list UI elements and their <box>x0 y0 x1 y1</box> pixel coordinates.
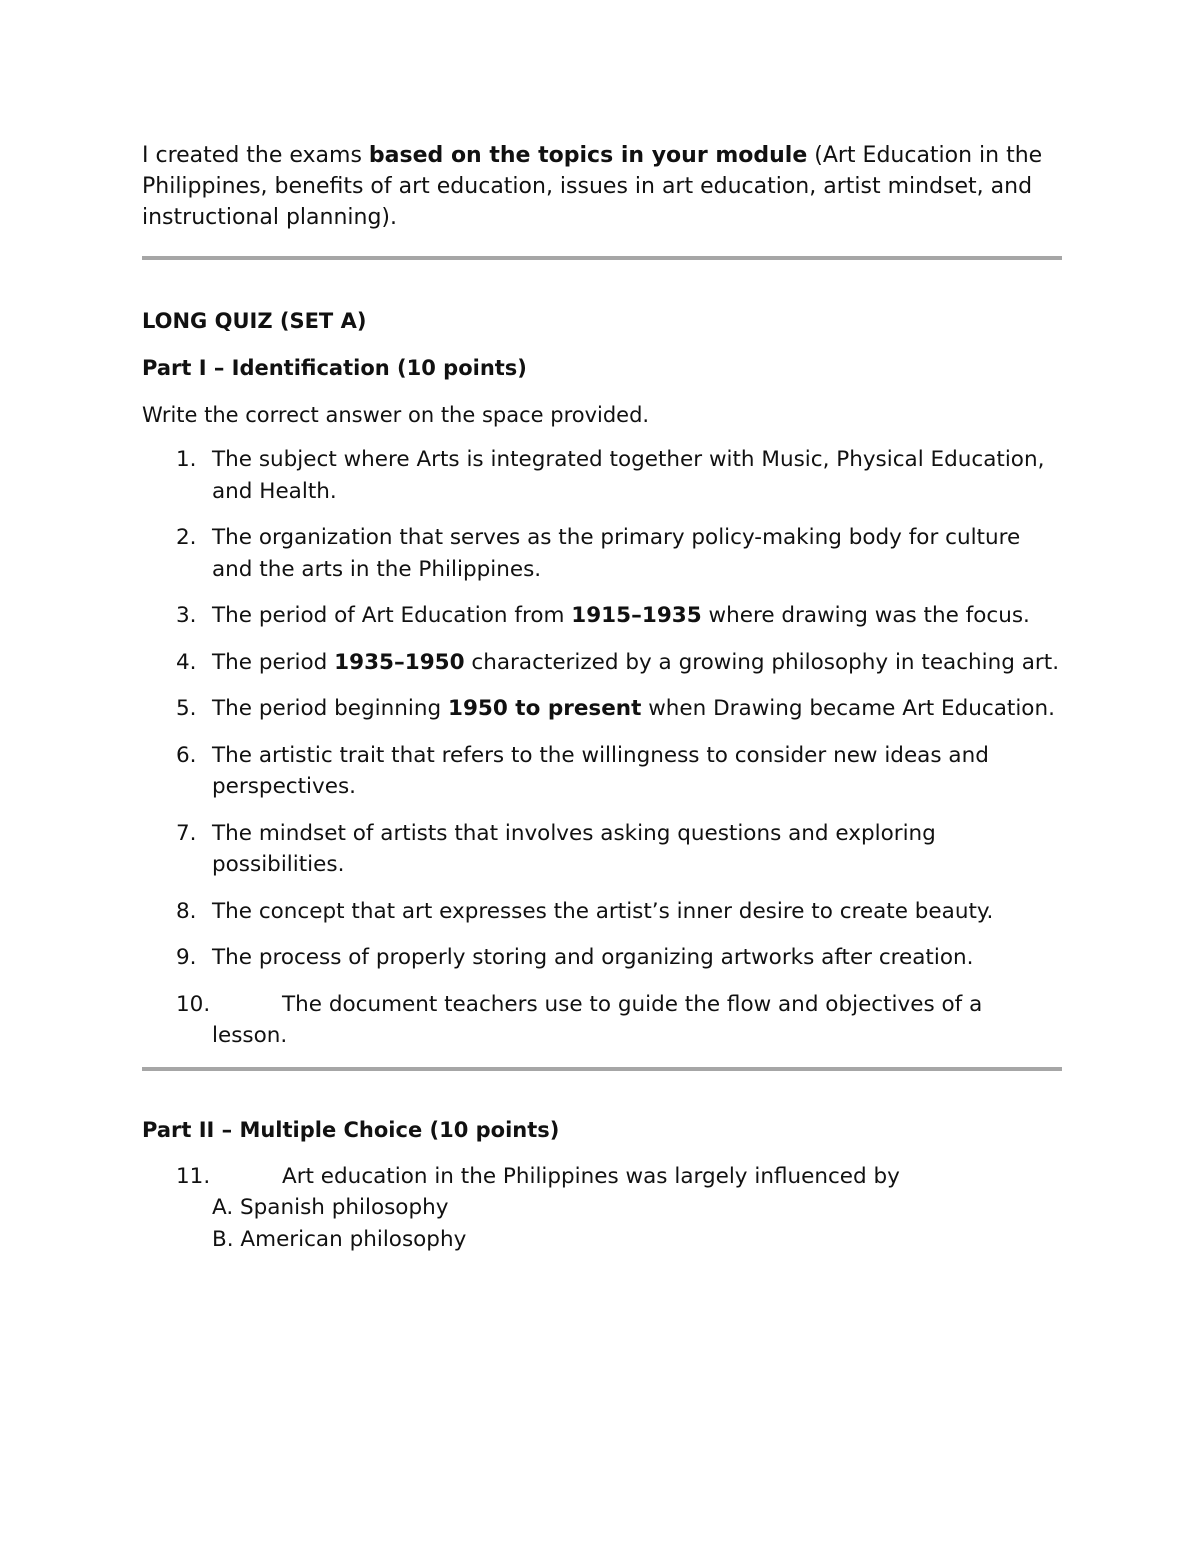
intro-bold-text: based on the topics in your module <box>368 143 808 168</box>
question-item <box>142 896 1062 928</box>
question-number: 9. <box>176 945 197 970</box>
question-number: 2. <box>176 525 197 550</box>
question-item <box>142 989 1062 1052</box>
identification-list <box>142 444 1062 1052</box>
question-number: 4. <box>176 649 197 675</box>
part1-title: Part I – Identification (10 points) <box>142 356 527 380</box>
question-number: 5. <box>176 696 197 721</box>
intro-paragraph <box>142 140 1062 233</box>
question-text: The organization that serves as the primary policy-making body for culture and the arts in the Philippines. <box>212 525 1021 582</box>
option-b: B. American philosophy <box>212 1226 467 1252</box>
question-bold-period: 1950 to present <box>447 696 642 721</box>
question-number: 6. <box>176 742 197 768</box>
question-bold-period: 1915–1935 <box>571 603 702 628</box>
document-page <box>142 140 1062 1255</box>
part2-title: Part II – Multiple Choice (10 points) <box>142 1117 560 1142</box>
question-text: The period beginning <box>212 696 448 721</box>
question-item <box>142 818 1062 881</box>
question-text: The period of Art Education from <box>212 603 572 628</box>
question-item <box>142 740 1062 803</box>
question-number: 1. <box>176 447 197 472</box>
question-text: The artistic trait that refers to the willingness to consider new ideas and perspectives. <box>212 742 989 799</box>
question-text: The subject where Arts is integrated together with Music, Physical Education, and Health. <box>212 447 1045 504</box>
question-number: 11. <box>176 1163 211 1189</box>
question-item <box>142 600 1062 632</box>
question-bold-period: 1935–1950 <box>334 649 465 675</box>
question-text-rest: characterized by a growing philosophy in teaching art. <box>464 649 1060 675</box>
question-text: The mindset of artists that involves asking questions and exploring possibilities. <box>212 820 936 877</box>
quiz-title: LONG QUIZ (SET A) <box>142 309 367 333</box>
question-item <box>142 647 1062 679</box>
question-text-rest: where drawing was the focus. <box>701 603 1030 628</box>
question-number: 8. <box>176 898 197 924</box>
question-number: 7. <box>176 820 197 846</box>
question-item <box>142 444 1062 507</box>
mc-question <box>142 1161 1062 1256</box>
intro-text: I created the exams <box>142 143 369 168</box>
question-number: 10. <box>176 991 211 1017</box>
question-item <box>142 942 1062 974</box>
question-text: Art education in the Philippines was largely influenced by <box>282 1163 900 1189</box>
question-text: The process of properly storing and organizing artworks after creation. <box>212 945 974 970</box>
question-text-rest: when Drawing became Art Education. <box>641 696 1055 721</box>
question-item <box>142 522 1062 585</box>
intro-text-rest: (Art Education in the Philippines, benefits of art education, issues in art education, artist mindset, and instructional planning). <box>142 143 1043 230</box>
question-text: The document teachers use to guide the flow and objectives of a lesson. <box>212 991 983 1048</box>
part1-instruction: Write the correct answer on the space provided. <box>142 403 650 427</box>
question-text: The period <box>212 649 335 675</box>
option-a: A. Spanish philosophy <box>212 1195 449 1220</box>
horizontal-rule <box>142 1067 1062 1071</box>
horizontal-rule <box>142 256 1062 260</box>
question-number: 3. <box>176 603 197 628</box>
question-item <box>142 693 1062 725</box>
question-text: The concept that art expresses the artist’s inner desire to create beauty. <box>212 898 994 924</box>
